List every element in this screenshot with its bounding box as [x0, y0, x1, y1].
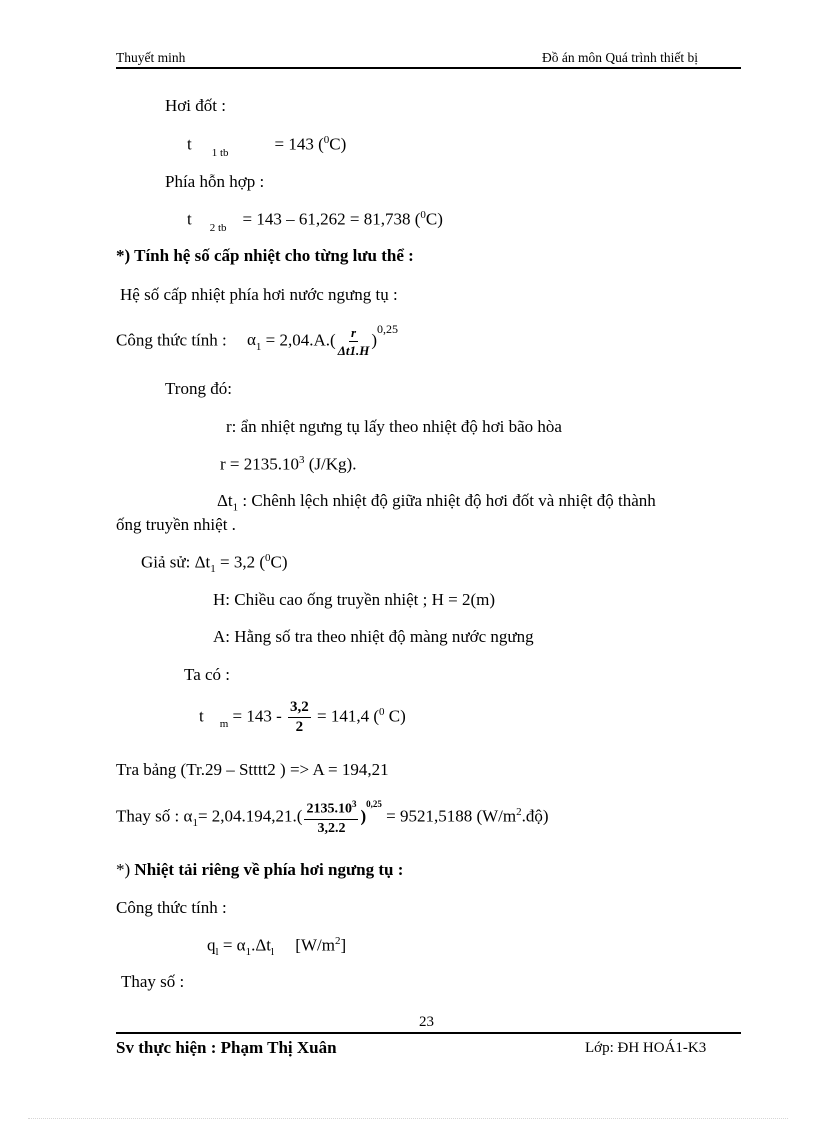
cong-thuc-tinh-2: Công thức tính :: [116, 898, 227, 917]
header-left: Thuyết minh: [116, 50, 186, 65]
tm-fraction: $\frac{3,2}{2}$: [290, 699, 309, 735]
footer-rule: [116, 1032, 741, 1034]
heading-he-so-cap-nhiet: *) Tính hệ số cấp nhiệt cho từng lưu thể :: [116, 246, 414, 265]
footer-left: Sv thực hiện : Phạm Thị Xuân: [116, 1038, 337, 1057]
thay-so-fraction: $\frac{2135.10^3}{3,2.2}$: [306, 799, 357, 836]
alpha-formula: Công thức tính : $\alpha_1 = 2,04.A$.( $\frac{r}{\Delta t1.H}$ )$^{0,25}$: [116, 321, 398, 358]
page-number: 23: [419, 1014, 434, 1030]
hoi-dot-label: Hơi đốt :: [165, 96, 226, 115]
header-right: Đồ án môn Quá trình thiết bị: [542, 50, 698, 65]
q-formula: $q_l = \alpha_1.\Delta t_l$ $[W/m^2]$: [207, 935, 347, 959]
gia-su: Giả sử: $\Delta t_1 = 3,2$ ($^0$C): [141, 552, 288, 576]
alpha-fraction: $\frac{r}{\Delta t1.H}$: [337, 325, 370, 358]
thay-so-formula: Thay số : $\alpha_1= 2,04.194,21$.( $\frac{2135.10^3}{3,2.2}$ )$^{0,25}$ = 9521,5188 $(W/m^2.độ)$: [116, 799, 549, 836]
r-value: $r = 2135.10^3$ (J/Kg).: [220, 454, 357, 474]
tm-formula: t $_m$ = 143 - $\frac{3,2}{2}$ = 141,4 ($^0$ C): [199, 699, 406, 735]
heading-nhiet-tai-rieng: *) Nhiệt tải riêng về phía hơi ngưng tụ :: [116, 860, 404, 879]
page-edge-dots: [28, 1118, 788, 1119]
a-description: A: Hằng số tra theo nhiệt độ màng nước ngưng: [213, 627, 534, 646]
thay-so-2: Thay số :: [121, 972, 185, 991]
tra-bang: Tra bảng (Tr.29 – Stttt2 ) => A = 194,21: [116, 760, 389, 779]
footer-right: Lớp: ĐH HOÁ1-K3: [585, 1040, 707, 1056]
t2-formula: t $_{2 tb}$ = 143 – 61,262 = 81,738 ($^0$C): [187, 209, 443, 234]
phia-hon-hop-label: Phía hỗn hợp :: [165, 172, 265, 191]
t1-formula: t $_{1 tb}$ = 143 ($^0$C): [187, 134, 347, 159]
dt1-description-cont: ống truyền nhiệt .: [116, 515, 236, 534]
trong-do-label: Trong đó:: [165, 379, 232, 398]
r-description: r: ẩn nhiệt ngưng tụ lấy theo nhiệt độ hơi bão hòa: [226, 417, 562, 436]
header-rule: [116, 67, 741, 69]
dt1-description: $\Delta t_1$ : Chênh lệch nhiệt độ giữa nhiệt độ hơi đốt và nhiệt độ thành: [217, 491, 656, 514]
ta-co-label: Ta có :: [184, 665, 231, 684]
h-description: H: Chiều cao ống truyền nhiệt ; H = 2(m): [213, 590, 496, 609]
he-so-desc: Hệ số cấp nhiệt phía hơi nước ngưng tụ :: [120, 285, 398, 304]
